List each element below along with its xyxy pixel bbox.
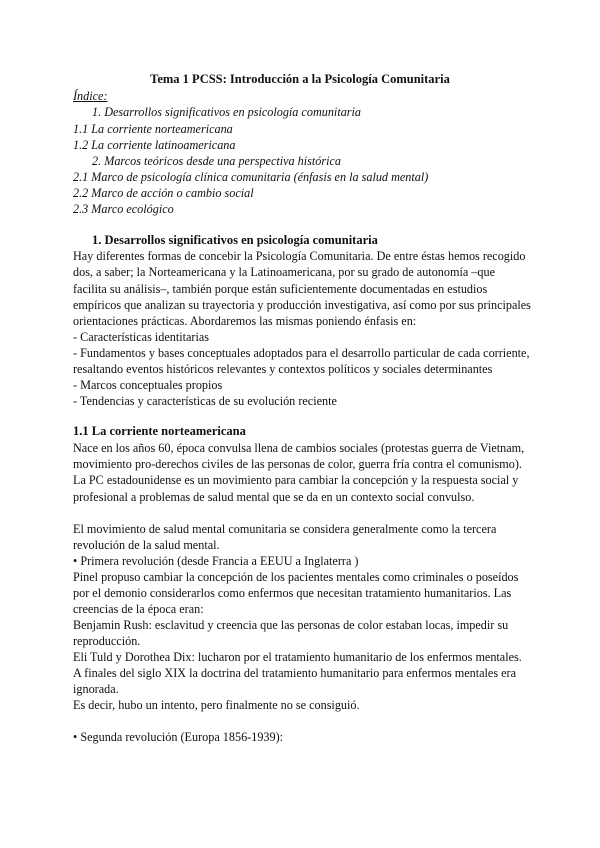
body-line: orientaciones prácticas. Abordaremos las mismas poniendo énfasis en: — [73, 314, 417, 328]
body-line: El movimiento de salud mental comunitaria se considera generalmente como la tercera — [73, 522, 497, 536]
body-line: Nace en los años 60, época convulsa llena de cambios sociales (protestas guerra de Vietnam, — [73, 441, 525, 455]
body-line: Eli Tuld y Dorothea Dix: lucharon por el tratamiento humanitario de los enfermos mentales. — [73, 650, 522, 664]
body-line: Benjamin Rush: esclavitud y creencia que las personas de color estaban locas, impedir su — [73, 618, 509, 632]
index-item: 2.2 Marco de acción o cambio social — [73, 186, 254, 200]
body-line: ignorada. — [73, 682, 119, 696]
body-line: empíricos que analizan su trayectoria y producción investigativa, así como por sus principales — [73, 298, 531, 312]
body-line: Es decir, hubo un intento, pero finalmente no se consiguió. — [73, 698, 360, 712]
body-line: - Fundamentos y bases conceptuales adoptados para el desarrollo particular de cada corriente, — [73, 346, 530, 360]
body-line: dos, a saber; la Norteamericana y la Latinoamericana, por su grado de autonomía –que — [73, 265, 495, 279]
index-item: 1. Desarrollos significativos en psicología comunitaria — [92, 105, 362, 119]
body-line: resaltando eventos históricos relevantes y contextos políticos y sociales determinantes — [73, 362, 493, 376]
section-heading: 1. Desarrollos significativos en psicología comunitaria — [92, 233, 378, 247]
body-line: reproducción. — [73, 634, 141, 648]
body-line: A finales del siglo XIX la doctrina del tratamiento humanitario para enfermos mentales era — [73, 666, 516, 680]
index-item: 1.2 La corriente latinoamericana — [73, 138, 236, 152]
body-line: Hay diferentes formas de concebir la Psicología Comunitaria. De entre éstas hemos recogido — [73, 249, 526, 263]
subsection-heading: 1.1 La corriente norteamericana — [73, 424, 246, 438]
body-line: - Tendencias y características de su evolución reciente — [73, 394, 337, 408]
body-line: creencias de la época eran: — [73, 602, 204, 616]
document-title: Tema 1 PCSS: Introducción a la Psicología Comunitaria — [150, 72, 450, 86]
body-line: La PC estadounidense es un movimiento para cambiar la concepción y la respuesta social y — [73, 473, 519, 487]
body-line: • Segunda revolución (Europa 1856-1939): — [73, 730, 284, 744]
body-line: - Marcos conceptuales propios — [73, 378, 223, 392]
index-item: 2.3 Marco ecológico — [73, 202, 174, 216]
body-line: por el demonio considerarlos como enfermos que necesitan tratamiento humanitarios. Las — [73, 586, 512, 600]
index-label: Índice: — [73, 89, 108, 103]
body-line: revolución de la salud mental. — [73, 538, 220, 552]
index-item: 2. Marcos teóricos desde una perspectiva histórica — [92, 154, 342, 168]
index-item: 1.1 La corriente norteamericana — [73, 122, 233, 136]
body-line: - Características identitarias — [73, 330, 210, 344]
body-line: Pinel propuso cambiar la concepción de los pacientes mentales como criminales o poseídos — [73, 570, 519, 584]
index-item: 2.1 Marco de psicología clínica comunitaria (énfasis en la salud mental) — [73, 170, 429, 184]
body-line: profesional a problemas de salud mental que se da en un contexto social convulso. — [73, 490, 475, 504]
body-line: facilita su análisis–, también porque están suficientemente documentadas en estudios — [73, 282, 488, 296]
body-line: • Primera revolución (desde Francia a EEUU a Inglaterra ) — [73, 554, 359, 568]
body-line: movimiento pro-derechos civiles de las personas de color, guerra fría contra el comunismo). — [73, 457, 522, 471]
